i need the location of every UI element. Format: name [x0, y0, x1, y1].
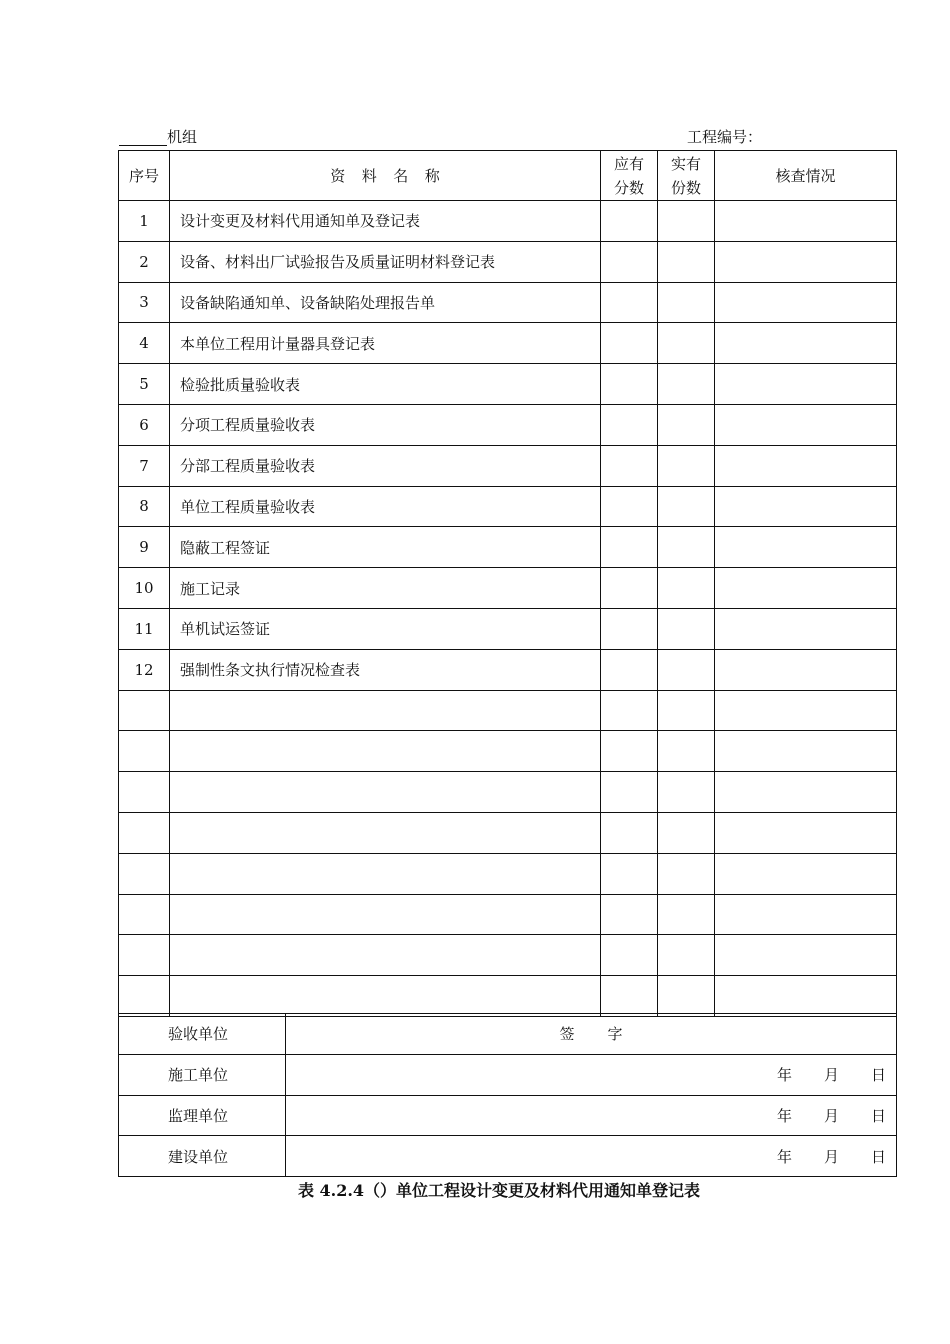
- unit-number-blank[interactable]: [119, 128, 167, 146]
- row-check-status[interactable]: [715, 282, 897, 323]
- row-required-count[interactable]: [601, 364, 658, 405]
- date-year-label: 年: [776, 1106, 792, 1125]
- row-required-count[interactable]: [601, 323, 658, 364]
- row-number: 8: [119, 486, 170, 527]
- row-document-name: 分部工程质量验收表: [170, 445, 601, 486]
- row-document-name: [170, 772, 601, 813]
- row-check-status[interactable]: [715, 649, 897, 690]
- signoff-unit-name: 建设单位: [119, 1136, 286, 1177]
- row-number: 4: [119, 323, 170, 364]
- row-actual-count[interactable]: [658, 445, 715, 486]
- signoff-unit-name: 监理单位: [119, 1095, 286, 1136]
- row-actual-count[interactable]: [658, 731, 715, 772]
- row-required-count[interactable]: [601, 976, 658, 1017]
- row-document-name: [170, 935, 601, 976]
- table-row: [119, 201, 897, 242]
- row-document-name: 强制性条文执行情况检查表: [170, 649, 601, 690]
- row-check-status[interactable]: [715, 935, 897, 976]
- date-month-label: 月: [823, 1066, 839, 1085]
- row-document-name: [170, 690, 601, 731]
- unit-suffix-label: 机组: [167, 128, 198, 146]
- table-row: [119, 241, 897, 282]
- row-document-name: 设备、材料出厂试验报告及质量证明材料登记表: [170, 241, 601, 282]
- table-row: [119, 282, 897, 323]
- table-row: [119, 690, 897, 731]
- col-header-required-line2: 分数: [613, 178, 644, 197]
- signoff-row: [119, 1095, 897, 1136]
- row-actual-count[interactable]: [658, 772, 715, 813]
- row-document-name: 设备缺陷通知单、设备缺陷处理报告单: [170, 282, 601, 323]
- table-row: [119, 404, 897, 445]
- row-actual-count[interactable]: [658, 241, 715, 282]
- table-row: [119, 731, 897, 772]
- table-row: [119, 323, 897, 364]
- row-number: 5: [119, 364, 170, 405]
- row-required-count[interactable]: [601, 690, 658, 731]
- row-check-status[interactable]: [715, 241, 897, 282]
- row-number: 7: [119, 445, 170, 486]
- row-actual-count[interactable]: [658, 364, 715, 405]
- col-header-actual: [658, 151, 715, 201]
- row-document-name: [170, 853, 601, 894]
- row-actual-count[interactable]: [658, 894, 715, 935]
- row-number: [119, 772, 170, 813]
- date-day-label: 日: [870, 1066, 886, 1085]
- col-header-required-line1: 应有: [613, 154, 644, 173]
- col-header-actual-line1: 实有: [670, 154, 701, 173]
- row-check-status[interactable]: [715, 812, 897, 853]
- row-required-count[interactable]: [601, 404, 658, 445]
- row-check-status[interactable]: [715, 445, 897, 486]
- row-document-name: 检验批质量验收表: [170, 364, 601, 405]
- row-required-count[interactable]: [601, 731, 658, 772]
- row-actual-count[interactable]: [658, 690, 715, 731]
- row-actual-count[interactable]: [658, 323, 715, 364]
- signoff-header-row: [119, 1014, 897, 1055]
- row-check-status[interactable]: [715, 201, 897, 242]
- date-day-label: 日: [870, 1106, 886, 1125]
- col-header-actual-line2: 份数: [670, 178, 701, 197]
- row-actual-count[interactable]: [658, 608, 715, 649]
- row-required-count[interactable]: [601, 282, 658, 323]
- table-caption: 表 4.2.4（）单位工程设计变更及材料代用通知单登记表: [297, 1181, 701, 1200]
- row-number: 6: [119, 404, 170, 445]
- row-required-count[interactable]: [601, 649, 658, 690]
- table-row: [119, 568, 897, 609]
- date-year-label: 年: [776, 1147, 792, 1166]
- table-row: [119, 364, 897, 405]
- date-year-label: 年: [776, 1066, 792, 1085]
- row-document-name: [170, 894, 601, 935]
- row-document-name: [170, 812, 601, 853]
- row-check-status[interactable]: [715, 894, 897, 935]
- row-number: 2: [119, 241, 170, 282]
- signoff-sign-header: 签字: [286, 1014, 897, 1055]
- row-number: 10: [119, 568, 170, 609]
- table-row: [119, 608, 897, 649]
- row-number: [119, 731, 170, 772]
- row-number: [119, 812, 170, 853]
- row-required-count[interactable]: [601, 853, 658, 894]
- row-required-count[interactable]: [601, 445, 658, 486]
- table-row: [119, 445, 897, 486]
- row-number: 1: [119, 201, 170, 242]
- signoff-signature-date[interactable]: [286, 1095, 897, 1136]
- table-row: [119, 976, 897, 1017]
- row-required-count[interactable]: [601, 527, 658, 568]
- row-actual-count[interactable]: [658, 527, 715, 568]
- date-month-label: 月: [823, 1106, 839, 1125]
- row-check-status[interactable]: [715, 608, 897, 649]
- row-check-status[interactable]: [715, 364, 897, 405]
- signoff-unit-header: 验收单位: [119, 1014, 286, 1055]
- row-actual-count[interactable]: [658, 935, 715, 976]
- row-check-status[interactable]: [715, 404, 897, 445]
- signoff-signature-date[interactable]: [286, 1054, 897, 1095]
- date-month-label: 月: [823, 1147, 839, 1166]
- row-check-status[interactable]: [715, 690, 897, 731]
- col-header-no: 序号: [119, 151, 170, 201]
- row-number: 12: [119, 649, 170, 690]
- row-actual-count[interactable]: [658, 201, 715, 242]
- signoff-row: [119, 1054, 897, 1095]
- row-document-name: 单机试运签证: [170, 608, 601, 649]
- signoff-row: [119, 1136, 897, 1177]
- row-required-count[interactable]: [601, 935, 658, 976]
- row-actual-count[interactable]: [658, 976, 715, 1017]
- table-row: [119, 853, 897, 894]
- table-header-row: [119, 151, 897, 201]
- row-required-count[interactable]: [601, 608, 658, 649]
- row-check-status[interactable]: [715, 976, 897, 1017]
- row-actual-count[interactable]: [658, 853, 715, 894]
- col-header-name-text: 资料名称: [330, 166, 457, 185]
- table-row: [119, 772, 897, 813]
- row-number: 9: [119, 527, 170, 568]
- row-check-status[interactable]: [715, 568, 897, 609]
- row-check-status[interactable]: [715, 323, 897, 364]
- col-header-required: [601, 151, 658, 201]
- table-row: [119, 649, 897, 690]
- row-document-name: 设计变更及材料代用通知单及登记表: [170, 201, 601, 242]
- row-required-count[interactable]: [601, 568, 658, 609]
- row-document-name: [170, 976, 601, 1017]
- row-required-count[interactable]: [601, 772, 658, 813]
- row-document-name: 分项工程质量验收表: [170, 404, 601, 445]
- row-actual-count[interactable]: [658, 486, 715, 527]
- col-header-check: 核查情况: [715, 151, 897, 201]
- row-actual-count[interactable]: [658, 649, 715, 690]
- row-document-name: [170, 731, 601, 772]
- table-row: [119, 894, 897, 935]
- signoff-signature-date[interactable]: [286, 1136, 897, 1177]
- signoff-unit-name: 施工单位: [119, 1054, 286, 1095]
- row-number: [119, 894, 170, 935]
- row-required-count[interactable]: [601, 894, 658, 935]
- table-row: [119, 486, 897, 527]
- row-required-count[interactable]: [601, 486, 658, 527]
- table-row: [119, 812, 897, 853]
- row-required-count[interactable]: [601, 241, 658, 282]
- row-document-name: 本单位工程用计量器具登记表: [170, 323, 601, 364]
- col-header-name: [170, 151, 601, 201]
- row-check-status[interactable]: [715, 772, 897, 813]
- row-number: [119, 690, 170, 731]
- row-required-count[interactable]: [601, 201, 658, 242]
- row-check-status[interactable]: [715, 486, 897, 527]
- row-number: [119, 935, 170, 976]
- row-actual-count[interactable]: [658, 812, 715, 853]
- table-row: [119, 527, 897, 568]
- row-document-name: 隐蔽工程签证: [170, 527, 601, 568]
- row-check-status[interactable]: [715, 853, 897, 894]
- signoff-table: [118, 1013, 897, 1177]
- row-actual-count[interactable]: [658, 568, 715, 609]
- row-check-status[interactable]: [715, 731, 897, 772]
- row-check-status[interactable]: [715, 527, 897, 568]
- row-number: [119, 976, 170, 1017]
- row-number: 11: [119, 608, 170, 649]
- row-required-count[interactable]: [601, 812, 658, 853]
- row-actual-count[interactable]: [658, 404, 715, 445]
- row-document-name: 施工记录: [170, 568, 601, 609]
- form-header: [119, 128, 896, 148]
- project-number-label: 工程编号：: [687, 128, 763, 146]
- table-row: [119, 935, 897, 976]
- document-checklist-table: [118, 150, 897, 1017]
- row-document-name: 单位工程质量验收表: [170, 486, 601, 527]
- row-number: [119, 853, 170, 894]
- date-day-label: 日: [870, 1147, 886, 1166]
- row-number: 3: [119, 282, 170, 323]
- row-actual-count[interactable]: [658, 282, 715, 323]
